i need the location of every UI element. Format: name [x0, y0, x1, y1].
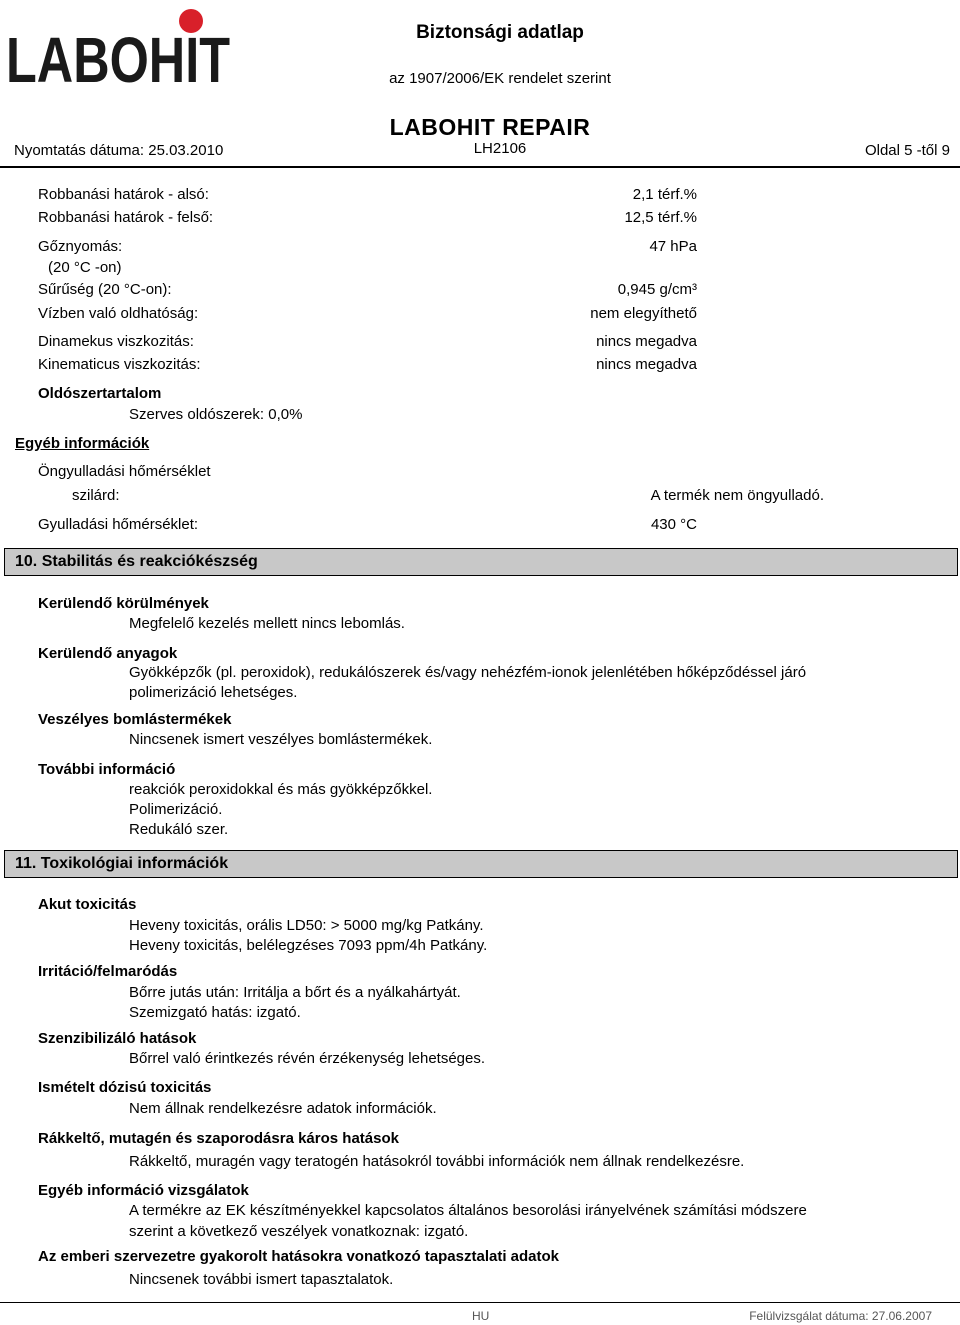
- cmr-heading: Rákkeltő, mutagén és szaporodásra káros hatások: [38, 1130, 399, 1147]
- explosion-lower-value: 2,1 térf.%: [632, 186, 697, 203]
- labohit-logo: [6, 4, 231, 96]
- section-11-title: 11. Toxikológiai információk: [15, 855, 229, 872]
- explosion-upper-label: Robbanási határok - felső:: [38, 209, 214, 226]
- materials-text-2: polimerizáció lehetséges.: [129, 684, 298, 701]
- footer-language: HU: [472, 1309, 490, 1323]
- repeated-dose-text: Nem állnak rendelkezésre adatok információk.: [129, 1100, 437, 1117]
- acute-toxicity-text-1: Heveny toxicitás, orális LD50: > 5000 mg/kg Patkány.: [129, 917, 484, 934]
- sensitization-heading: Szenzibilizáló hatások: [38, 1030, 197, 1047]
- dynamic-viscosity-label: Dinamekus viszkozitás:: [38, 333, 194, 350]
- section-10-header: [4, 548, 958, 576]
- header-rule: [0, 166, 960, 168]
- conditions-text: Megfelelő kezelés mellett nincs lebomlás.: [129, 615, 405, 632]
- acute-toxicity-heading: Akut toxicitás: [38, 896, 137, 913]
- vapor-pressure-label: Gőznyomás:: [38, 238, 123, 255]
- conditions-heading: Kerülendő körülmények: [38, 595, 209, 612]
- further-info-text-3: Redukáló szer.: [129, 821, 229, 838]
- solvent-value: Szerves oldószerek: 0,0%: [129, 406, 303, 423]
- further-info-text-1: reakciók peroxidokkal és más gyökképzőkkel.: [129, 781, 433, 798]
- explosion-upper-value: 12,5 térf.%: [624, 209, 697, 226]
- human-experience-heading: Az emberi szervezetre gyakorolt hatásokra vonatkozó tapasztalati adatok: [38, 1248, 560, 1265]
- section-11-header: [4, 850, 958, 878]
- vapor-pressure-value: 47 hPa: [649, 238, 697, 255]
- materials-text-1: Gyökképzők (pl. peroxidok), redukálószerek és/vagy nehézfém-ionok jelenlétében hőképződéssel járó: [129, 664, 807, 681]
- solvent-heading: Oldószertartalom: [38, 385, 162, 402]
- solid-value: A termék nem öngyulladó.: [650, 487, 824, 504]
- repeated-dose-heading: Ismételt dózisú toxicitás: [38, 1079, 212, 1096]
- dynamic-viscosity-value: nincs megadva: [596, 333, 697, 350]
- irritation-text-1: Bőrre jutás után: Irritálja a bőrt és a nyálkahártyát.: [129, 984, 461, 1001]
- cmr-text: Rákkeltő, muragén vagy teratogén hatásokról további információk nem állnak rendelkezésre.: [129, 1153, 745, 1170]
- other-tests-text-2: szerint a következő veszélyek vonatkoznak: izgató.: [129, 1223, 469, 1240]
- density-value: 0,945 g/cm³: [617, 281, 697, 298]
- sensitization-text: Bőrrel való érintkezés révén érzékenység lehetséges.: [129, 1050, 486, 1067]
- ignition-temperature-label: Gyulladási hőmérséklet:: [38, 516, 199, 533]
- further-info-text-2: Polimerizáció.: [129, 801, 223, 818]
- solubility-label: Vízben való oldhatóság:: [38, 305, 199, 322]
- further-info-heading: További információ: [38, 761, 176, 778]
- footer-rule: [0, 1302, 960, 1303]
- other-info-heading: Egyéb információk: [15, 435, 150, 452]
- kinematic-viscosity-value: nincs megadva: [596, 356, 697, 373]
- section-10-title: 10. Stabilitás és reakciókészség: [15, 553, 258, 570]
- vapor-pressure-sub: (20 °C -on): [48, 259, 122, 276]
- human-experience-text: Nincsenek további ismert tapasztalatok.: [129, 1271, 394, 1288]
- other-tests-text-1: A termékre az EK készítményekkel kapcsolatos általános besorolási irányelvének számítási módszere: [129, 1202, 807, 1219]
- page-number: Oldal 5 -től 9: [864, 142, 950, 159]
- decomposition-text: Nincsenek ismert veszélyes bomlástermékek.: [129, 731, 433, 748]
- logo-text: LABOHIT: [6, 24, 230, 96]
- product-name: LABOHIT REPAIR: [389, 114, 591, 140]
- other-tests-heading: Egyéb információ vizsgálatok: [38, 1182, 249, 1199]
- irritation-text-2: Szemizgató hatás: izgató.: [129, 1004, 301, 1021]
- acute-toxicity-text-2: Heveny toxicitás, belélegzéses 7093 ppm/4h Patkány.: [129, 937, 488, 954]
- print-date: Nyomtatás dátuma: 25.03.2010: [14, 142, 224, 159]
- kinematic-viscosity-label: Kinematicus viszkozitás:: [38, 356, 201, 373]
- document-title: Biztonsági adatlap: [416, 22, 584, 43]
- autoignition-label: Öngyulladási hőmérséklet: [38, 463, 211, 480]
- decomposition-heading: Veszélyes bomlástermékek: [38, 711, 232, 728]
- ignition-temperature-value: 430 °C: [650, 516, 697, 533]
- product-code: LH2106: [473, 140, 527, 157]
- explosion-lower-label: Robbanási határok - alsó:: [38, 186, 209, 203]
- footer-revision-date: Felülvizsgálat dátuma: 27.06.2007: [749, 1309, 932, 1323]
- document-subtitle: az 1907/2006/EK rendelet szerint: [389, 70, 611, 87]
- materials-heading: Kerülendő anyagok: [38, 645, 178, 662]
- density-label: Sűrűség (20 °C-on):: [38, 281, 172, 298]
- irritation-heading: Irritáció/felmaródás: [38, 963, 178, 980]
- solid-label: szilárd:: [72, 487, 120, 504]
- solubility-value: nem elegyíthető: [590, 305, 697, 322]
